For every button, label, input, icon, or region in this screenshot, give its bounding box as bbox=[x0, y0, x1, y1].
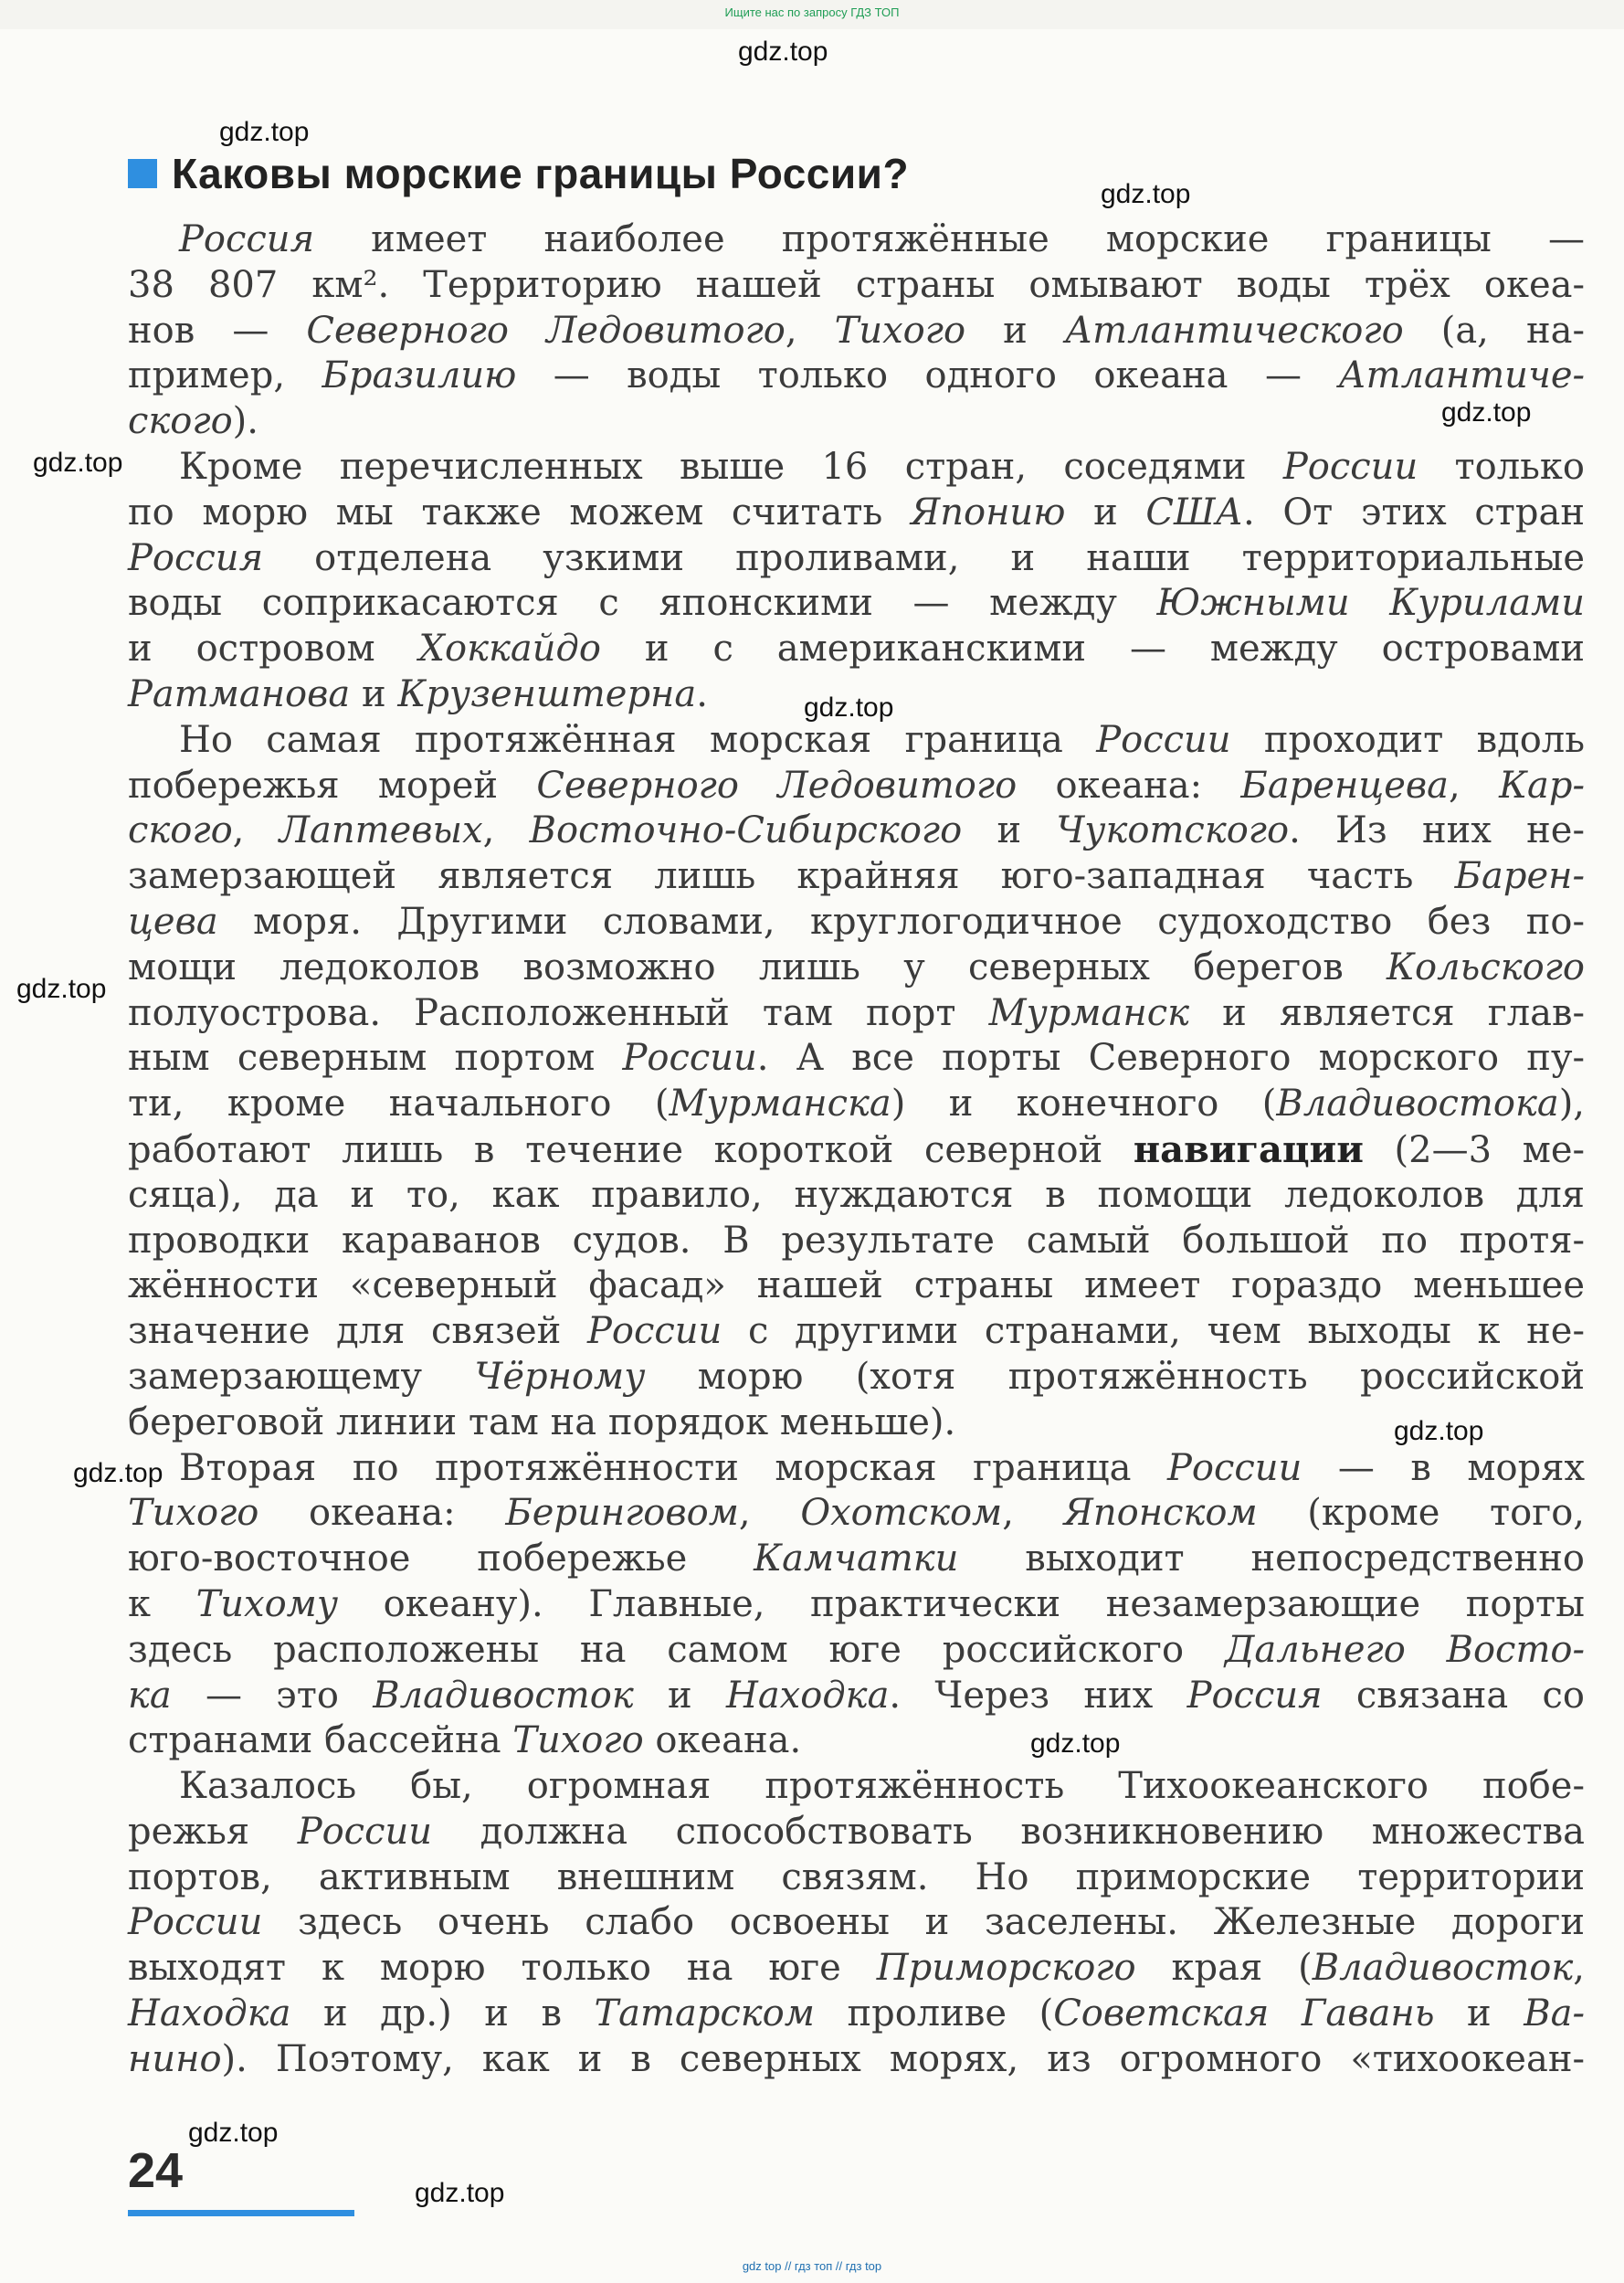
italic-term: России bbox=[297, 1810, 433, 1853]
italic-term: России bbox=[622, 1037, 757, 1080]
text-line bbox=[128, 991, 1585, 1037]
text-segment: и bbox=[965, 309, 1065, 352]
italic-term: Беринговом bbox=[505, 1492, 739, 1535]
watermark: gdz.top bbox=[219, 117, 310, 147]
text-line bbox=[128, 672, 1585, 718]
italic-term: ского bbox=[128, 400, 233, 443]
italic-term: Южными Курилами bbox=[1156, 582, 1585, 625]
text-segment: выходят к морю только на юге bbox=[128, 1947, 877, 1990]
italic-term: Чукотского bbox=[1056, 809, 1290, 852]
text-segment: значение для связей bbox=[128, 1310, 587, 1353]
italic-term: Камчатки bbox=[754, 1538, 959, 1580]
text-segment: (кроме того, bbox=[1257, 1492, 1586, 1535]
text-segment: выходит непосредственно bbox=[958, 1538, 1585, 1580]
text-segment: и bbox=[1065, 491, 1146, 534]
top-bar bbox=[0, 0, 1624, 29]
text-segment: океана: bbox=[1017, 764, 1241, 807]
italic-term: Барен- bbox=[1454, 855, 1585, 898]
text-segment: и bbox=[350, 672, 398, 715]
text-segment: и островом bbox=[128, 628, 419, 671]
bold-term: навигации bbox=[1133, 1127, 1364, 1171]
text-segment: связана со bbox=[1322, 1674, 1585, 1717]
text-segment: ти, кроме начального ( bbox=[128, 1083, 670, 1126]
text-segment: режья bbox=[128, 1810, 298, 1853]
italic-term: России bbox=[1167, 1446, 1302, 1489]
text-segment: проводки караванов судов. В результате самый большой по протя- bbox=[128, 1219, 1585, 1262]
italic-term: Владивостока bbox=[1276, 1083, 1559, 1126]
text-segment: . bbox=[696, 672, 708, 715]
italic-term: России bbox=[586, 1310, 722, 1353]
text-segment: портов, активным внешним связям. Но приморские территории bbox=[128, 1855, 1585, 1898]
text-segment: пример, bbox=[128, 354, 322, 397]
text-segment: и является глав- bbox=[1189, 991, 1585, 1034]
italic-term: Мурманск bbox=[988, 991, 1190, 1034]
italic-term: Бразилию bbox=[322, 354, 517, 397]
italic-term: цева bbox=[128, 900, 218, 943]
text-line bbox=[128, 1263, 1585, 1309]
text-segment: по морю мы также можем считать bbox=[128, 491, 911, 534]
text-line bbox=[128, 1628, 1585, 1674]
text-line bbox=[128, 1036, 1585, 1082]
text-segment: , bbox=[232, 809, 279, 852]
text-segment: (а, на- bbox=[1403, 309, 1585, 352]
text-line bbox=[128, 900, 1585, 946]
text-segment: края ( bbox=[1135, 1947, 1313, 1990]
text-segment: проливе ( bbox=[814, 1992, 1054, 2035]
text-segment: с другими странами, чем выходы к не- bbox=[722, 1310, 1585, 1353]
text-segment: побережья морей bbox=[128, 764, 537, 807]
italic-term: Кольского bbox=[1387, 946, 1585, 988]
text-segment: Вторая по протяжённости морская граница bbox=[179, 1446, 1167, 1489]
text-segment: и bbox=[962, 809, 1057, 852]
text-segment: имеет наиболее протяжённые морские границы — bbox=[314, 218, 1585, 260]
text-segment: . А все порты Северного морского пу- bbox=[756, 1037, 1586, 1080]
text-segment: юго-восточное побережье bbox=[128, 1538, 754, 1580]
italic-term: Мурманска bbox=[669, 1083, 891, 1126]
italic-term: Приморского bbox=[876, 1947, 1136, 1990]
italic-term: нино bbox=[128, 2037, 222, 2080]
italic-term: Чёрному bbox=[474, 1355, 646, 1398]
watermark: gdz.top bbox=[1441, 397, 1532, 428]
text-line bbox=[128, 217, 1585, 263]
italic-term: США bbox=[1145, 491, 1243, 534]
page-number: 24 bbox=[128, 2143, 184, 2198]
text-segment: мощи ледоколов возможно лишь у северных берегов bbox=[128, 946, 1387, 988]
italic-term: Атлантиче- bbox=[1338, 354, 1586, 397]
italic-term: Дальнего Восто- bbox=[1224, 1628, 1585, 1671]
text-segment: — это bbox=[171, 1674, 374, 1717]
italic-term: Владивосток bbox=[373, 1674, 634, 1717]
text-line bbox=[128, 1400, 1585, 1446]
text-line bbox=[128, 764, 1585, 809]
italic-term: Баренцева bbox=[1240, 764, 1449, 807]
italic-term: Тихого bbox=[834, 309, 966, 352]
section-marker-icon bbox=[128, 159, 157, 188]
text-segment: 38 807 км². Территорию нашей страны омывают воды трёх океа- bbox=[128, 263, 1585, 306]
italic-term: Атлантического bbox=[1064, 309, 1404, 352]
italic-term: ка bbox=[128, 1674, 172, 1717]
italic-term: Ва- bbox=[1524, 1992, 1585, 2035]
text-segment: , bbox=[482, 809, 530, 852]
text-segment: ) и конечного ( bbox=[891, 1083, 1277, 1126]
text-line bbox=[128, 491, 1585, 536]
text-line bbox=[128, 1537, 1585, 1582]
watermark: gdz.top bbox=[188, 2118, 279, 2148]
text-line bbox=[128, 1764, 1585, 1810]
text-segment: сяца), да и то, как правило, нуждаются в помощи ледоколов для bbox=[128, 1173, 1585, 1216]
text-segment: морю (хотя протяжённость российской bbox=[645, 1355, 1585, 1398]
italic-term: Крузенштерна bbox=[397, 672, 697, 715]
text-segment: замерзающей является лишь крайняя юго-западная часть bbox=[128, 855, 1455, 898]
italic-term: Кар- bbox=[1499, 764, 1585, 807]
italic-term: ского bbox=[128, 809, 233, 852]
italic-term: Тихому bbox=[195, 1582, 339, 1625]
text-segment: и bbox=[1434, 1992, 1524, 2035]
watermark: gdz.top bbox=[804, 692, 894, 723]
italic-term: Охотском bbox=[800, 1492, 1003, 1535]
text-line bbox=[128, 946, 1585, 991]
text-segment: , bbox=[1449, 764, 1500, 807]
text-segment: к bbox=[128, 1582, 196, 1625]
section-title: Каковы морские границы России? bbox=[172, 150, 910, 197]
watermark: gdz.top bbox=[738, 37, 828, 67]
text-line bbox=[128, 2037, 1585, 2083]
text-segment: и bbox=[633, 1674, 726, 1717]
text-segment: . От этих стран bbox=[1242, 491, 1585, 534]
text-line bbox=[128, 1674, 1585, 1719]
italic-term: Находка bbox=[725, 1674, 890, 1717]
text-line bbox=[128, 1810, 1585, 1855]
text-segment: странами бассейна bbox=[128, 1719, 513, 1762]
text-segment: (2—3 ме- bbox=[1363, 1128, 1585, 1171]
text-line bbox=[128, 627, 1585, 672]
watermark: gdz.top bbox=[415, 2178, 505, 2208]
italic-term: Советская Гавань bbox=[1053, 1992, 1435, 2035]
text-segment: и с американскими — между островами bbox=[600, 628, 1586, 671]
text-segment: должна способствовать возникновению множества bbox=[432, 1810, 1585, 1853]
text-line bbox=[128, 1855, 1585, 1901]
italic-term: Японском bbox=[1063, 1492, 1258, 1535]
text-segment: ным северным портом bbox=[128, 1037, 623, 1080]
text-line bbox=[128, 1127, 1585, 1173]
text-segment: — в морях bbox=[1302, 1446, 1585, 1489]
text-line bbox=[128, 445, 1585, 491]
text-segment: проходит вдоль bbox=[1230, 718, 1585, 761]
text-segment: отделена узкими проливами, и наши территориальные bbox=[263, 536, 1585, 579]
text-segment: воды соприкасаются с японскими — между bbox=[128, 582, 1157, 625]
italic-term: Находка bbox=[128, 1992, 291, 2035]
text-line bbox=[128, 1491, 1585, 1537]
italic-term: Владивосток bbox=[1312, 1947, 1574, 1990]
text-line bbox=[128, 1582, 1585, 1628]
text-segment: нов — bbox=[128, 309, 307, 352]
italic-term: Россия bbox=[1186, 1674, 1323, 1717]
text-line bbox=[128, 1173, 1585, 1219]
italic-term: Тихого bbox=[128, 1492, 259, 1535]
text-segment: океана. bbox=[643, 1719, 802, 1762]
text-segment: только bbox=[1418, 445, 1585, 488]
italic-term: Японию bbox=[910, 491, 1066, 534]
text-segment: ). Поэтому, как и в северных морях, из огромного «тихоокеан- bbox=[221, 2037, 1585, 2080]
text-line bbox=[128, 354, 1585, 399]
watermark: gdz.top bbox=[1030, 1728, 1121, 1759]
text-line bbox=[128, 1718, 1585, 1764]
text-segment: , bbox=[738, 1492, 801, 1535]
watermark: gdz.top bbox=[73, 1458, 163, 1488]
text-line bbox=[128, 399, 1585, 445]
italic-term: Тихого bbox=[512, 1719, 644, 1762]
text-segment: . Из них не- bbox=[1289, 809, 1585, 852]
text-line bbox=[128, 1355, 1585, 1400]
text-segment: береговой линии там на порядок меньше). bbox=[128, 1400, 956, 1443]
text-line bbox=[128, 718, 1585, 764]
text-segment: жённости «северный фасад» нашей страны имеет гораздо меньшее bbox=[128, 1264, 1585, 1307]
text-segment: замерзающему bbox=[128, 1355, 475, 1398]
italic-term: Ратманова bbox=[128, 672, 351, 715]
body-text bbox=[128, 217, 1585, 2083]
text-segment: , bbox=[1002, 1492, 1064, 1535]
text-line bbox=[128, 809, 1585, 854]
italic-term: России bbox=[1282, 445, 1418, 488]
text-segment: здесь очень слабо освоены и заселены. Железные дороги bbox=[262, 1901, 1585, 1944]
text-line bbox=[128, 1946, 1585, 1992]
text-line bbox=[128, 1992, 1585, 2037]
text-segment: ). bbox=[232, 400, 258, 443]
text-line bbox=[128, 854, 1585, 900]
text-line bbox=[128, 1082, 1585, 1127]
italic-term: Россия bbox=[179, 218, 315, 260]
text-segment: — воды только одного океана — bbox=[516, 354, 1339, 397]
italic-term: России bbox=[128, 1901, 263, 1944]
top-note: Ищите нас по запросу ГДЗ ТОП bbox=[724, 5, 900, 19]
text-segment: ), bbox=[1558, 1083, 1586, 1126]
text-line bbox=[128, 1900, 1585, 1946]
text-line bbox=[128, 581, 1585, 627]
italic-term: Восточно-Сибирского bbox=[529, 809, 963, 852]
italic-term: Хоккайдо bbox=[418, 628, 601, 671]
italic-term: Северного Ледовитого bbox=[536, 764, 1018, 807]
italic-term: Татарском bbox=[594, 1992, 815, 2035]
text-segment: полуострова. Расположенный там порт bbox=[128, 991, 989, 1034]
text-line bbox=[128, 263, 1585, 309]
text-line bbox=[128, 536, 1585, 582]
text-segment: моря. Другими словами, круглогодичное судоходство без по- bbox=[217, 900, 1585, 943]
text-line bbox=[128, 1446, 1585, 1492]
text-segment: Но самая протяжённая морская граница bbox=[179, 718, 1097, 761]
italic-term: Россия bbox=[128, 536, 264, 579]
text-segment: , bbox=[1573, 1947, 1585, 1990]
text-segment: , bbox=[785, 309, 835, 352]
text-line bbox=[128, 1309, 1585, 1355]
italic-term: Лаптевых bbox=[279, 809, 483, 852]
text-segment: океану). Главные, практически незамерзающие порты bbox=[338, 1582, 1586, 1625]
watermark: gdz.top bbox=[1394, 1416, 1484, 1446]
text-segment: здесь расположены на самом юге российского bbox=[128, 1628, 1225, 1671]
watermark: gdz.top bbox=[33, 448, 123, 478]
watermark: gdz.top bbox=[1101, 179, 1191, 209]
text-segment: Кроме перечисленных выше 16 стран, соседями bbox=[179, 445, 1283, 488]
text-segment: и др.) и в bbox=[290, 1992, 595, 2035]
text-segment: работают лишь в течение короткой северной bbox=[128, 1128, 1134, 1171]
text-line bbox=[128, 309, 1585, 354]
page-number-rule bbox=[128, 2210, 354, 2216]
text-line bbox=[128, 1219, 1585, 1264]
text-segment: океана: bbox=[258, 1492, 506, 1535]
text-segment: . Через них bbox=[889, 1674, 1187, 1717]
italic-term: России bbox=[1096, 718, 1231, 761]
section-heading bbox=[128, 146, 909, 201]
text-segment: Казалось бы, огромная протяжённость Тихоокеанского побе- bbox=[179, 1765, 1585, 1808]
bottom-note: gdz top // гдз топ // гдз top bbox=[742, 2259, 882, 2273]
italic-term: Северного Ледовитого bbox=[306, 309, 786, 352]
watermark: gdz.top bbox=[16, 974, 107, 1004]
